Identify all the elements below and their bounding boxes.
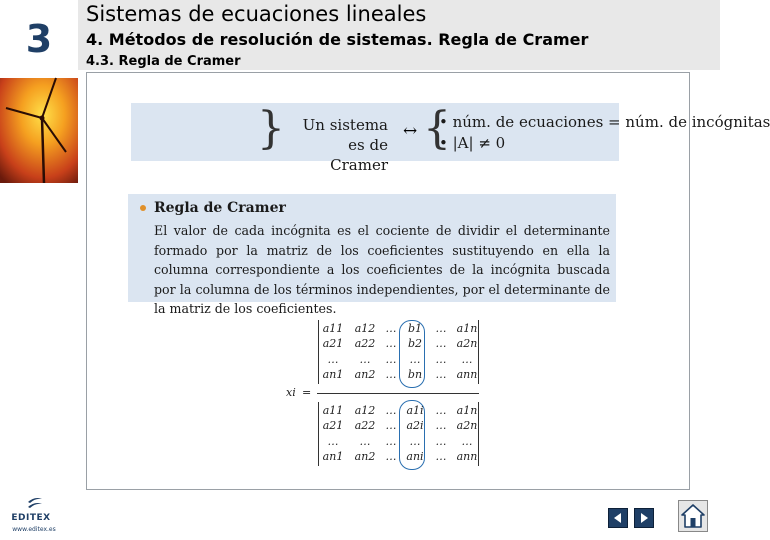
fraction-line (317, 393, 479, 394)
prev-arrow-icon (611, 511, 625, 525)
rule-heading-text: Regla de Cramer (154, 200, 286, 216)
chapter-number: 3 (25, 17, 53, 61)
numerator-cell: … (435, 368, 447, 381)
editex-logo (6, 496, 62, 536)
numerator-cell: … (385, 322, 397, 335)
editex-swoosh-icon (26, 496, 44, 512)
definition-condition-1: • núm. de ecuaciones = núm. de incógnitas (439, 113, 770, 131)
numerator-cell: a2n (456, 337, 478, 350)
formula-equals: = (302, 386, 312, 399)
denominator-cell: a21 (322, 419, 344, 432)
numerator-cell: a21 (322, 337, 344, 350)
denominator-cell: … (327, 435, 339, 448)
denominator-cell: ann (456, 450, 478, 463)
denominator-cell: ani (406, 450, 424, 463)
sunset-wind-turbine-image (0, 78, 78, 183)
numerator-cell: … (435, 337, 447, 350)
cramer-definition-box (131, 103, 770, 174)
definition-left-line1: Un sistema (302, 116, 388, 134)
page-title: Sistemas de ecuaciones lineales (86, 2, 427, 26)
definition-left-line2: es de Cramer (330, 136, 388, 174)
denominator-cell: a11 (322, 404, 344, 417)
numerator-cell: … (435, 353, 447, 366)
logo-name: EDITEX (11, 513, 51, 523)
rule-heading (140, 200, 286, 216)
denominator-cell: … (409, 435, 421, 448)
numerator-cell: an2 (354, 368, 376, 381)
denominator-cell: … (435, 435, 447, 448)
numerator-cell: b2 (407, 337, 423, 350)
subsection-title: 4.3. Regla de Cramer (86, 54, 241, 69)
denominator-cell: … (435, 404, 447, 417)
numerator-cell: a12 (354, 322, 376, 335)
denominator-cell: … (435, 450, 447, 463)
numerator-cell: a22 (354, 337, 376, 350)
denominator-cell: a1n (456, 404, 478, 417)
next-page-button[interactable] (634, 508, 654, 528)
next-arrow-icon (637, 511, 651, 525)
denominator-cell: a2i (406, 419, 424, 432)
definition-left (286, 115, 388, 175)
definition-condition-2: • |A| ≠ 0 (439, 134, 506, 152)
denominator-cell: … (435, 419, 447, 432)
cramer-rule-box (128, 194, 616, 316)
denominator-cell: … (359, 435, 371, 448)
denominator-cell: a2n (456, 419, 478, 432)
numerator-cell: b1 (407, 322, 423, 335)
numerator-cell: … (385, 368, 397, 381)
home-icon (679, 501, 707, 531)
numerator-cell: … (327, 353, 339, 366)
prev-page-button[interactable] (608, 508, 628, 528)
numerator-cell: … (385, 353, 397, 366)
numerator-cell: … (359, 353, 371, 366)
iff-symbol: ↔ (403, 121, 418, 141)
numerator-cell: ann (456, 368, 478, 381)
numerator-cell: … (409, 353, 421, 366)
denominator-cell: a12 (354, 404, 376, 417)
bullet-icon (140, 205, 146, 211)
denominator-cell: a1i (406, 404, 424, 417)
numerator-cell: a11 (322, 322, 344, 335)
section-title: 4. Métodos de resolución de sistemas. Regla de Cramer (86, 30, 589, 49)
rule-body: El valor de cada incógnita es el cociente de dividir el determinante formado por la matriz de los coeficientes sustituyendo en ella la columna correspondiente a los coeficientes de la incógnita buscada por la columna de los términos independientes, por el determinante de la matriz de los coeficientes. (154, 223, 610, 316)
denominator-cell: … (385, 419, 397, 432)
formula-lhs (286, 386, 296, 399)
numerator-cell: … (435, 322, 447, 335)
denominator-cell: an1 (322, 450, 344, 463)
denominator-cell: … (385, 404, 397, 417)
cramer-formula (282, 318, 482, 470)
right-brace: } (257, 103, 285, 154)
numerator-cell: bn (407, 368, 423, 381)
denominator-cell: … (461, 435, 473, 448)
numerator-cell: a1n (456, 322, 478, 335)
denominator-cell: an2 (354, 450, 376, 463)
denominator-cell: a22 (354, 419, 376, 432)
left-brace: { (423, 103, 451, 154)
numerator-cell: an1 (322, 368, 344, 381)
home-button[interactable] (678, 500, 708, 532)
logo-url: www.editex.es (12, 526, 56, 533)
numerator-cell: … (385, 337, 397, 350)
denominator-cell: … (385, 435, 397, 448)
denominator-cell: … (385, 450, 397, 463)
formula-lhs-text: xi (286, 386, 296, 399)
numerator-cell: … (461, 353, 473, 366)
